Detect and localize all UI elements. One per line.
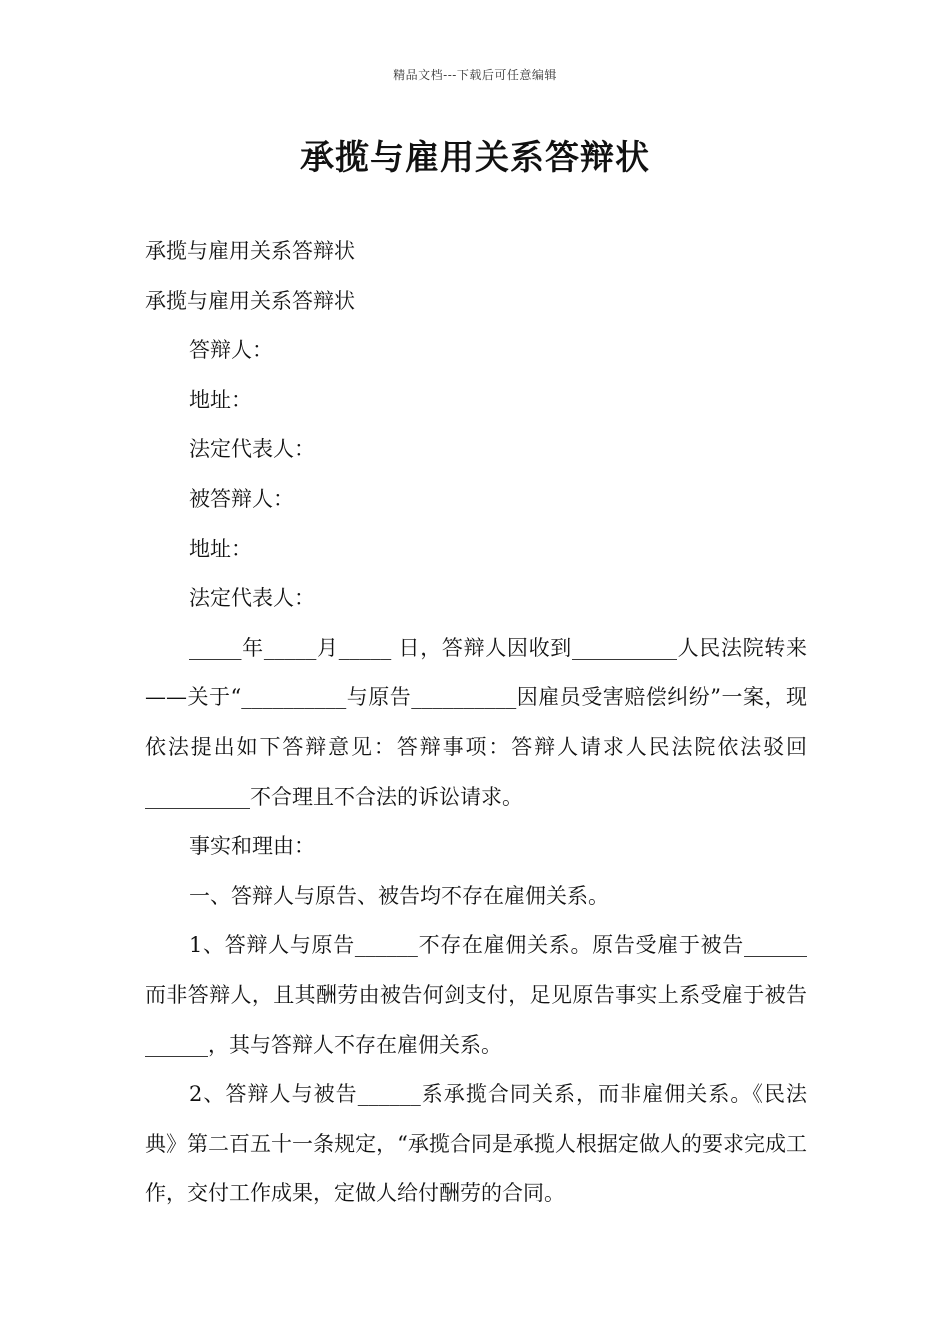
- defense-intro-paragraph: _____年_____月_____ 日，答辩人因收到__________人民法院转来——关于“__________与原告__________因雇员受害赔偿纠纷”一案，现依法提出如下答辩意见：答辩事项：答辩人请求人民法院依法驳回__________不合理且不合法的诉讼请求。: [145, 635, 807, 809]
- respondent-legal-rep-label: 法定代表人：: [189, 437, 315, 462]
- point-two-paragraph: 2、答辩人与被告______系承揽合同关系，而非雇佣关系。《民法典》第二百五十一条规定，“承揽合同是承揽人根据定做人的要求完成工作，交付工作成果，定做人给付酬劳的合同。: [145, 1082, 807, 1206]
- point-one-paragraph: 1、答辩人与原告______不存在雇佣关系。原告受雇于被告______而非答辩人，且其酬劳由被告何剑支付，足见原告事实上系受雇于被告______，其与答辩人不存在雇佣关系。: [145, 933, 807, 1057]
- respondent-address-label: 地址：: [189, 387, 252, 412]
- subtitle-line: 承揽与雇用关系答辩状: [145, 239, 355, 263]
- respondent-label: 答辩人：: [189, 338, 273, 363]
- claimant-label: 被答辩人：: [189, 486, 294, 511]
- claimant-legal-rep-label: 法定代表人：: [189, 586, 315, 611]
- subtitle-line: 承揽与雇用关系答辩状: [145, 288, 355, 313]
- section-one-heading: 一、答辩人与原告、被告均不存在雇佣关系。: [189, 883, 609, 908]
- claimant-address-label: 地址：: [189, 536, 252, 561]
- facts-heading: 事实和理由：: [189, 834, 315, 859]
- header-note: 精品文档---下载后可任意编辑: [393, 68, 557, 82]
- document-title: 承揽与雇用关系答辩状: [300, 138, 650, 178]
- document-body: [145, 227, 807, 1219]
